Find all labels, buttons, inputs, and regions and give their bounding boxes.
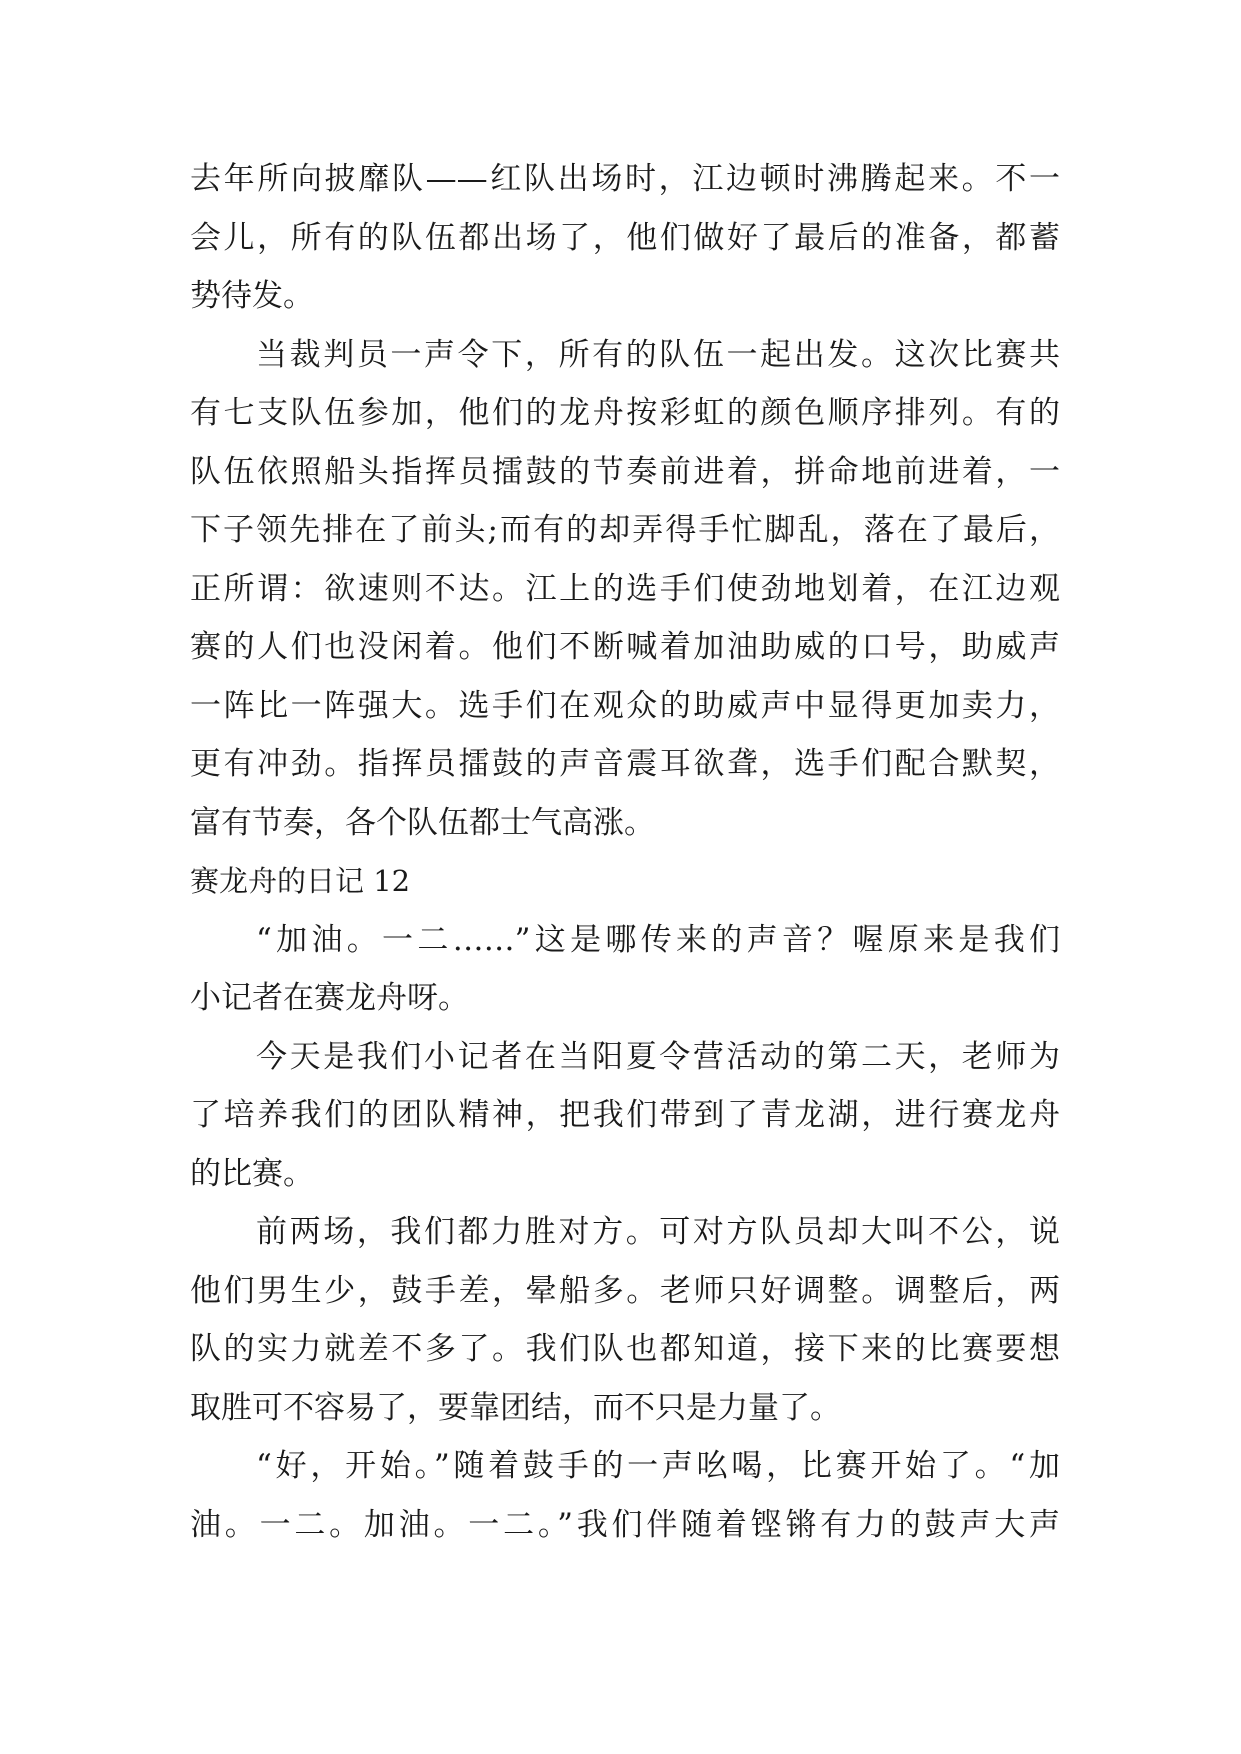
section-heading: 赛龙舟的日记 12 <box>190 864 411 898</box>
paragraph-line: 当裁判员一声令下，所有的队伍一起出发。这次比赛共 <box>256 336 1060 373</box>
paragraph-line: 今天是我们小记者在当阳夏令营活动的第二天，老师为 <box>256 1038 1060 1075</box>
paragraph-line: 油。一二。加油。一二。”我们伴随着铿锵有力的鼓声大声 <box>190 1506 1060 1543</box>
document-body <box>190 150 1060 1554</box>
paragraph-line: 有七支队伍参加，他们的龙舟按彩虹的颜色顺序排列。有的 <box>190 395 1060 431</box>
paragraph-line: 小记者在赛龙舟呀。 <box>190 980 469 1016</box>
paragraph-line: 势待发。 <box>190 278 314 314</box>
paragraph-line: 下子领先排在了前头;而有的却弄得手忙脚乱，落在了最后， <box>190 512 1060 548</box>
paragraph-line: 富有节奏，各个队伍都士气高涨。 <box>190 804 655 841</box>
paragraph-line: 他们男生少，鼓手差，晕船多。老师只好调整。调整后，两 <box>190 1272 1060 1309</box>
paragraph-line: 前两场，我们都力胜对方。可对方队员却大叫不公，说 <box>256 1214 1060 1250</box>
paragraph-line: 了培养我们的团队精神，把我们带到了青龙湖，进行赛龙舟 <box>190 1097 1060 1133</box>
paragraph-line: 的比赛。 <box>190 1155 314 1192</box>
paragraph-line: 取胜可不容易了，要靠团结，而不只是力量了。 <box>190 1389 841 1426</box>
paragraph-line: 更有冲劲。指挥员擂鼓的声音震耳欲聋，选手们配合默契， <box>190 746 1060 782</box>
paragraph-line: 赛的人们也没闲着。他们不断喊着加油助威的口号，助威声 <box>190 629 1060 665</box>
paragraph-line: 正所谓：欲速则不达。江上的选手们使劲地划着，在江边观 <box>190 570 1060 607</box>
paragraph-line: 会儿，所有的队伍都出场了，他们做好了最后的准备，都蓄 <box>190 219 1060 256</box>
paragraph-line: 一阵比一阵强大。选手们在观众的助威声中显得更加卖力， <box>190 687 1060 724</box>
paragraph-line: “好，开始。”随着鼓手的一声吆喝，比赛开始了。“加 <box>256 1448 1060 1484</box>
paragraph-line: “加油。一二……”这是哪传来的声音？喔原来是我们 <box>256 921 1060 958</box>
paragraph-line: 队的实力就差不多了。我们队也都知道，接下来的比赛要想 <box>190 1331 1060 1367</box>
paragraph-line: 去年所向披靡队——红队出场时，江边顿时沸腾起来。不一 <box>190 161 1060 197</box>
paragraph-line: 队伍依照船头指挥员擂鼓的节奏前进着，拼命地前进着，一 <box>190 453 1060 490</box>
